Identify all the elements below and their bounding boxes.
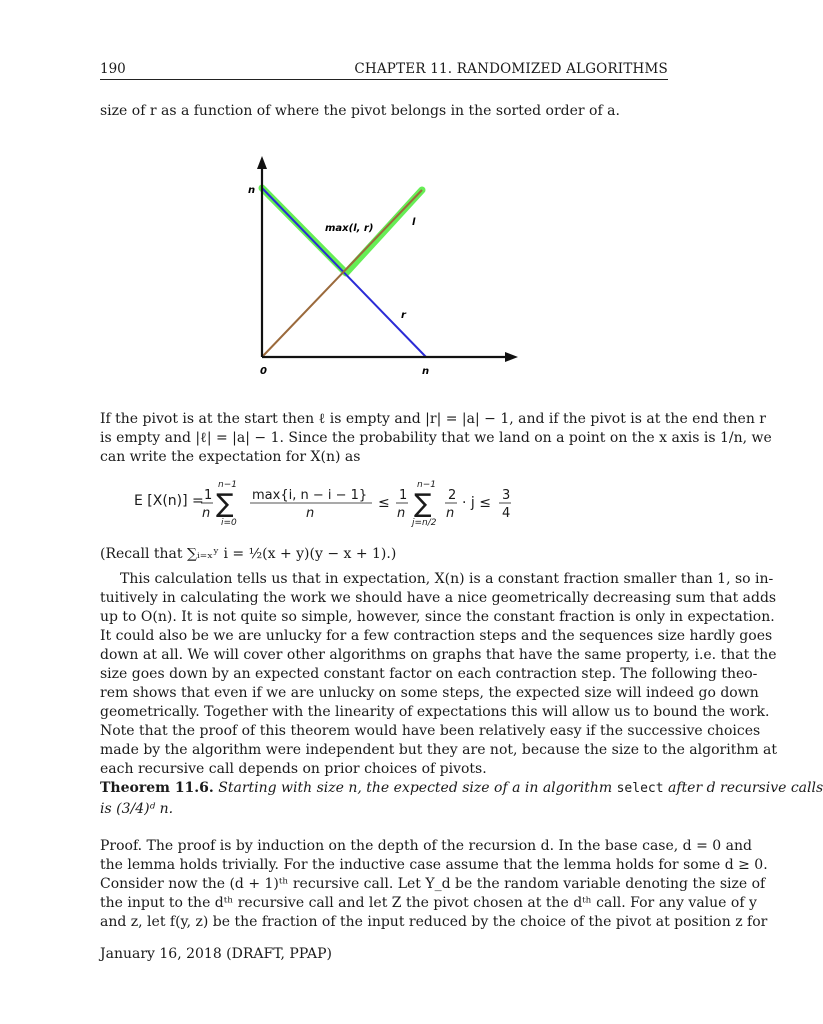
- proof-line-4: the input to the dᵗʰ recursive call and let Z the pivot chosen at the dᵗʰ call. For any value of y: [100, 895, 757, 911]
- origin-label: 0: [260, 366, 267, 377]
- eq-frac1-den: n: [202, 506, 211, 521]
- theorem-line-2: is (3/4)ᵈ n.: [100, 801, 174, 817]
- proof-line-2: the lemma holds trivially. For the inductive case assume that the lemma holds for some d ≥ 0.: [100, 857, 768, 873]
- eq-sum1-sigma: ∑: [216, 489, 234, 519]
- eq-frac5-den: 4: [502, 506, 511, 521]
- eq-frac3-num: 1: [399, 488, 408, 503]
- eq-frac1-num: 1: [204, 488, 213, 503]
- para2-line-10: made by the algorithm were independent but they are not, because the size to the algorithm at: [100, 742, 778, 758]
- chapter-title: CHAPTER 11. RANDOMIZED ALGORITHMS: [354, 61, 668, 77]
- para1-line-3: can write the expectation for X(n) as: [100, 449, 361, 465]
- recall-note: (Recall that ∑ᵢ₌ₓʸ i = ½(x + y)(y − x + 1).): [100, 546, 397, 562]
- eq-frac2-den: n: [306, 506, 315, 521]
- para1-line-1: If the pivot is at the start then ℓ is empty and |r| = |a| − 1, and if the pivot is at the end then r: [100, 411, 766, 427]
- eq-lhs: E [X(n)] =: [134, 493, 204, 509]
- para2-line-4: It could also be we are unlucky for a few contraction steps and the sequences size hardly goes: [100, 628, 773, 644]
- eq-sum2-bottom: j=n/2: [412, 518, 437, 528]
- proof-line-3: Consider now the (d + 1)ᵗʰ recursive call. Let Y_d be the random variable denoting the size of: [100, 876, 766, 892]
- l-label: l: [412, 217, 416, 228]
- theorem-label: Theorem 11.6.: [100, 780, 214, 796]
- theorem-code: select: [616, 781, 664, 796]
- eq-frac4-den: n: [446, 506, 455, 521]
- para2-line-7: rem shows that even if we are unlucky on some steps, the expected size will indeed go down: [100, 685, 759, 701]
- eq-leq1: ≤: [378, 495, 390, 511]
- eq-frac5-num: 3: [502, 488, 511, 503]
- y-axis-arrow: [257, 156, 267, 169]
- para2-line-2: tuitively in calculating the work we should have a nice geometrically decreasing sum that adds: [100, 590, 777, 606]
- para1-line-2: is empty and |ℓ| = |a| − 1. Since the probability that we land on a point on the x axis is 1/n, we: [100, 430, 772, 446]
- n-right-label: n: [422, 366, 430, 377]
- x-axis-arrow: [505, 352, 518, 362]
- intro-text: size of r as a function of where the pivot belongs in the sorted order of a.: [100, 103, 620, 119]
- para2-line-1: This calculation tells us that in expectation, X(n) is a constant fraction smaller than 1, so in-: [120, 571, 774, 587]
- theorem-text-after: after d recursive calls: [668, 780, 823, 796]
- eq-frac3-den: n: [397, 506, 406, 521]
- eq-sum1-bottom: i=0: [221, 518, 237, 528]
- theorem-text-before: Starting with size n, the expected size of a in algorithm: [218, 780, 613, 796]
- pivot-size-figure: [240, 150, 530, 385]
- expectation-equation: [134, 477, 578, 533]
- para2-line-9: Note that the proof of this theorem would have been relatively easy if the successive choices: [100, 723, 761, 739]
- figure-svg: [240, 150, 530, 385]
- n-top-label: n: [248, 185, 256, 196]
- page-number: 190: [100, 61, 126, 77]
- header-rule: [100, 79, 668, 80]
- eq-dot-j: · j ≤: [462, 495, 491, 511]
- para2-line-5: down at all. We will cover other algorithms on graphs that have the same property, i.e. that the: [100, 647, 777, 663]
- theorem-block: [100, 778, 823, 819]
- proof-line-5: and z, let f(y, z) be the fraction of the input reduced by the choice of the pivot at position z for: [100, 914, 768, 930]
- max-label: max(l, r): [325, 223, 374, 234]
- eq-frac2-num: max{i, n − i − 1}: [252, 488, 368, 503]
- eq-sum2-sigma: ∑: [414, 489, 432, 519]
- eq-frac4-num: 2: [448, 488, 457, 503]
- eq-sum2-top: n−1: [417, 480, 436, 490]
- eq-sum1-top: n−1: [218, 480, 237, 490]
- equation-svg: [134, 477, 578, 533]
- page-footer: January 16, 2018 (DRAFT, PPAP): [100, 946, 332, 962]
- para2-line-3: up to O(n). It is not quite so simple, however, since the constant fraction is only in expectation.: [100, 609, 775, 625]
- para2-line-6: size goes down by an expected constant factor on each contraction step. The following theo-: [100, 666, 758, 682]
- running-header: [100, 61, 668, 79]
- proof-line-1: Proof. The proof is by induction on the depth of the recursion d. In the base case, d = 0 and: [100, 838, 752, 854]
- para2-line-11: each recursive call depends on prior choices of pivots.: [100, 761, 487, 777]
- para2-line-8: geometrically. Together with the linearity of expectations this will allow us to bound the work.: [100, 704, 770, 720]
- r-label: r: [401, 310, 406, 321]
